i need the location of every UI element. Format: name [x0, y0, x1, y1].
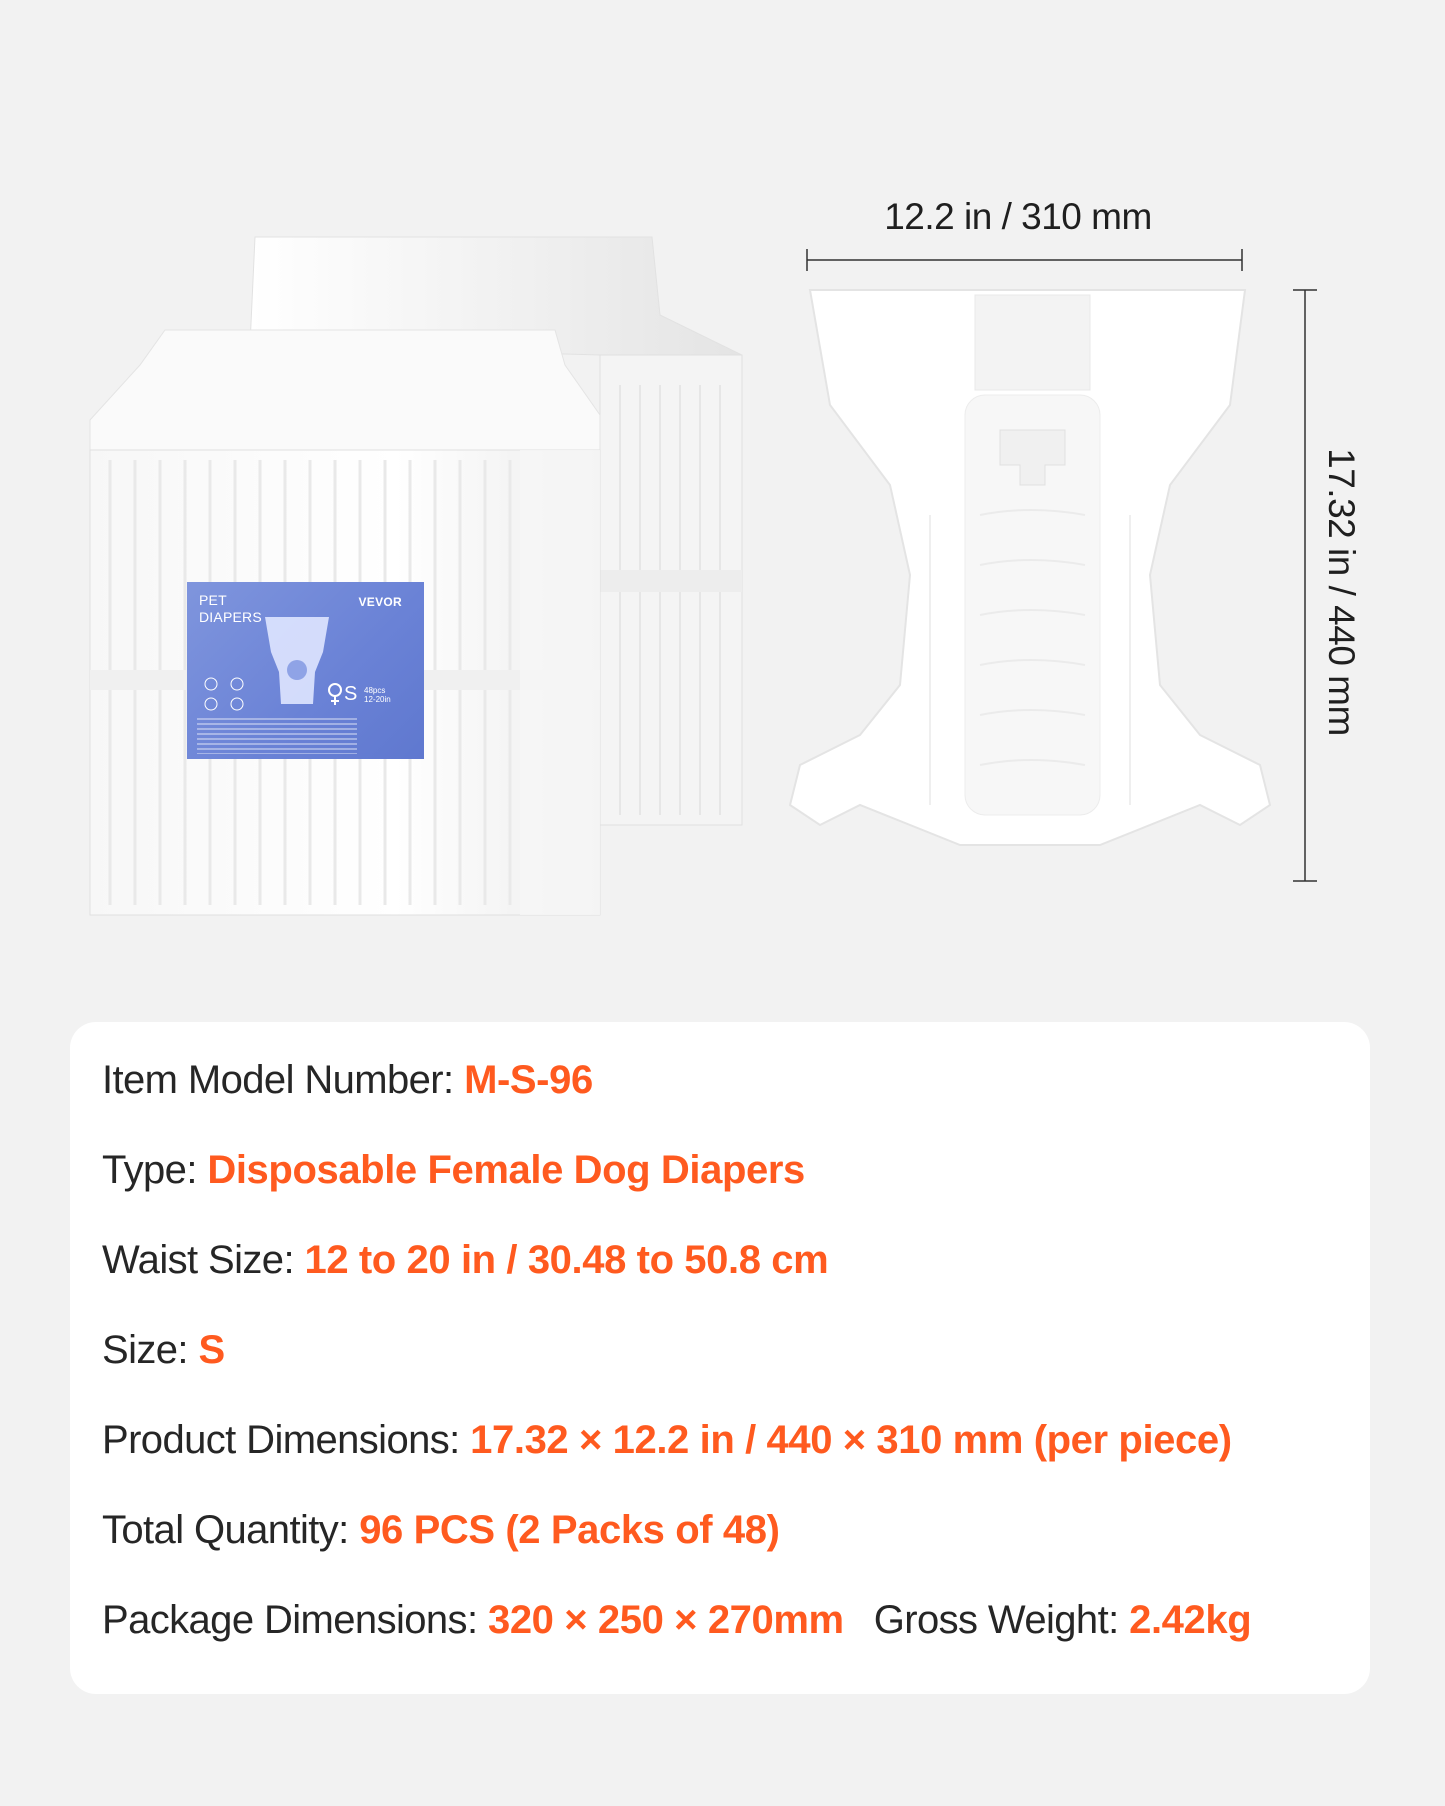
female-symbol-icon: [327, 682, 343, 706]
package-label-count: 48pcs 12-20in: [364, 686, 391, 704]
spec-row-type: [102, 1148, 805, 1193]
feature-icons: [201, 676, 271, 716]
width-dimension-label: 12.2 in / 310 mm: [884, 196, 1152, 237]
spec-value: 96 PCS (2 Packs of 48): [359, 1508, 780, 1552]
length-dimension-line: [1290, 288, 1320, 884]
spec-label: Gross Weight:: [873, 1598, 1130, 1642]
spec-value: M-S-96: [464, 1058, 593, 1102]
spec-value: S: [198, 1328, 225, 1372]
spec-label: Waist Size:: [102, 1238, 305, 1282]
spec-row-package: [102, 1598, 1251, 1643]
spec-row-model: [102, 1058, 593, 1103]
spec-row-waist: [102, 1238, 828, 1283]
length-dimension-label: 17.32 in / 440 mm: [1321, 448, 1362, 736]
spec-label: Item Model Number:: [102, 1058, 465, 1102]
width-dimension-line: [805, 245, 1245, 275]
package-label: [187, 582, 424, 759]
spec-value: 2.42kg: [1129, 1598, 1252, 1642]
package-label-brand: VEVOR: [358, 595, 402, 609]
package-label-fine-print: [197, 718, 357, 754]
spec-row-quantity: [102, 1508, 780, 1553]
spec-label: Type:: [102, 1148, 208, 1192]
spec-value: Disposable Female Dog Diapers: [207, 1148, 805, 1192]
spec-label: Package Dimensions:: [102, 1598, 488, 1642]
spec-row-size: [102, 1328, 225, 1373]
spec-row-product-dimensions: [102, 1418, 1232, 1463]
spec-label: Product Dimensions:: [102, 1418, 471, 1462]
package-label-size: S: [344, 683, 358, 705]
package-label-title: PET DIAPERS: [199, 592, 262, 625]
spec-value: 12 to 20 in / 30.48 to 50.8 cm: [304, 1238, 829, 1282]
spec-card: [70, 1022, 1370, 1694]
spec-value: 17.32 × 12.2 in / 440 × 310 mm (per piece): [470, 1418, 1232, 1462]
spec-value: 320 × 250 × 270mm: [487, 1598, 844, 1642]
spec-label: Total Quantity:: [102, 1508, 360, 1552]
spec-label: Size:: [102, 1328, 199, 1372]
diaper-flat-image: [780, 285, 1280, 895]
